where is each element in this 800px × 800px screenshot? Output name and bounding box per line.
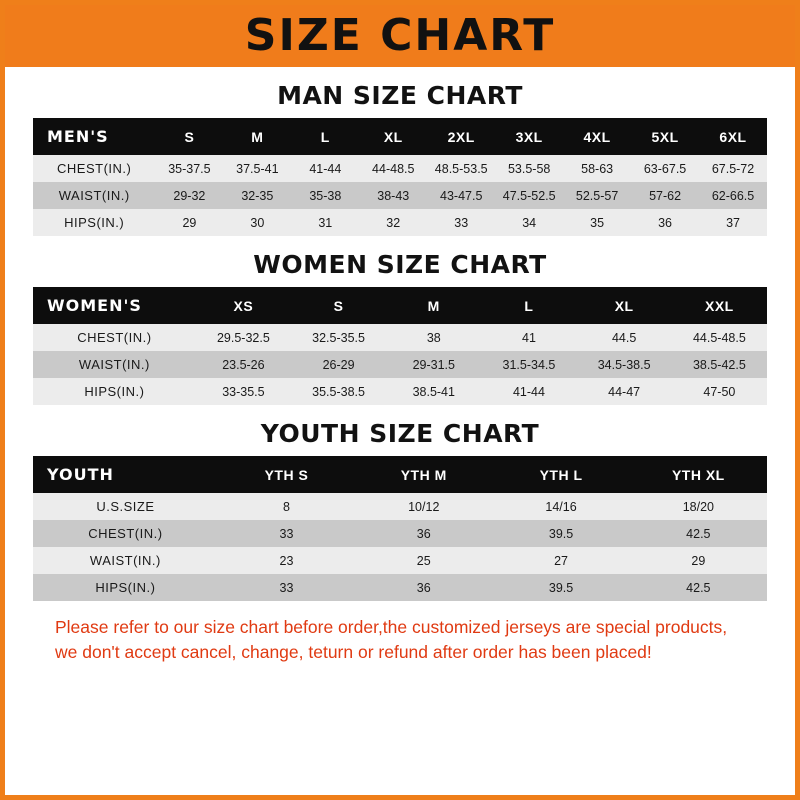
table-cell: 35 (563, 209, 631, 236)
table-cell: 48.5-53.5 (427, 155, 495, 182)
table-cell: 42.5 (630, 520, 767, 547)
table-cell: 36 (355, 520, 492, 547)
table-cell: 31 (291, 209, 359, 236)
table-cell: 44.5-48.5 (672, 324, 767, 351)
column-header: L (481, 287, 576, 324)
table-cell: 44-48.5 (359, 155, 427, 182)
table-row (33, 324, 767, 351)
table-cell: 39.5 (492, 520, 629, 547)
row-header: WAIST(IN.) (33, 182, 155, 209)
table-cell: 39.5 (492, 574, 629, 601)
column-header: WOMEN'S (33, 287, 196, 324)
table-cell: 41-44 (291, 155, 359, 182)
content (5, 81, 795, 666)
column-header: 3XL (495, 118, 563, 155)
column-header: S (155, 118, 223, 155)
table-cell: 38 (386, 324, 481, 351)
table-head (33, 118, 767, 155)
table-row (33, 182, 767, 209)
row-header: WAIST(IN.) (33, 547, 218, 574)
column-header: YTH M (355, 456, 492, 493)
table-cell: 32-35 (223, 182, 291, 209)
table-header-row (33, 118, 767, 155)
row-header: CHEST(IN.) (33, 324, 196, 351)
table-cell: 33 (427, 209, 495, 236)
column-header: 6XL (699, 118, 767, 155)
column-header: MEN'S (33, 118, 155, 155)
table-cell: 57-62 (631, 182, 699, 209)
page-title: SIZE CHART (244, 10, 556, 61)
table-cell: 38.5-42.5 (672, 351, 767, 378)
table-row (33, 547, 767, 574)
table-cell: 31.5-34.5 (481, 351, 576, 378)
column-header: L (291, 118, 359, 155)
table-cell: 34.5-38.5 (577, 351, 672, 378)
table-cell: 63-67.5 (631, 155, 699, 182)
table-cell: 47-50 (672, 378, 767, 405)
table-cell: 44-47 (577, 378, 672, 405)
table-head (33, 456, 767, 493)
table-cell: 32 (359, 209, 427, 236)
row-header: U.S.SIZE (33, 493, 218, 520)
table-cell: 23.5-26 (196, 351, 291, 378)
table-cell: 30 (223, 209, 291, 236)
table-cell: 44.5 (577, 324, 672, 351)
row-header: HIPS(IN.) (33, 574, 218, 601)
column-header: M (386, 287, 481, 324)
table-head (33, 287, 767, 324)
table-cell: 67.5-72 (699, 155, 767, 182)
man-size-chart-title: MAN SIZE CHART (277, 81, 523, 110)
table-cell: 34 (495, 209, 563, 236)
column-header: XL (577, 287, 672, 324)
column-header: XXL (672, 287, 767, 324)
women-size-chart-table (33, 287, 767, 405)
table-row (33, 574, 767, 601)
table-row (33, 378, 767, 405)
column-header: YTH L (492, 456, 629, 493)
table-cell: 33-35.5 (196, 378, 291, 405)
table-cell: 33 (218, 520, 355, 547)
youth-size-chart-title: YOUTH SIZE CHART (260, 419, 540, 448)
table-cell: 27 (492, 547, 629, 574)
table-cell: 8 (218, 493, 355, 520)
table-cell: 23 (218, 547, 355, 574)
man-size-chart-section (33, 81, 767, 236)
table-cell: 37 (699, 209, 767, 236)
table-row (33, 209, 767, 236)
table-row (33, 351, 767, 378)
table-cell: 47.5-52.5 (495, 182, 563, 209)
man-size-chart-table (33, 118, 767, 236)
table-cell: 29-31.5 (386, 351, 481, 378)
table-body (33, 324, 767, 405)
table-cell: 10/12 (355, 493, 492, 520)
order-policy-note (55, 615, 745, 666)
table-cell: 52.5-57 (563, 182, 631, 209)
table-cell: 58-63 (563, 155, 631, 182)
row-header: HIPS(IN.) (33, 209, 155, 236)
table-cell: 29.5-32.5 (196, 324, 291, 351)
table-cell: 25 (355, 547, 492, 574)
table-header-row (33, 456, 767, 493)
table-cell: 14/16 (492, 493, 629, 520)
table-cell: 26-29 (291, 351, 386, 378)
women-size-chart-section (33, 250, 767, 405)
table-cell: 42.5 (630, 574, 767, 601)
table-cell: 53.5-58 (495, 155, 563, 182)
column-header: YOUTH (33, 456, 218, 493)
column-header: YTH S (218, 456, 355, 493)
youth-size-chart-section (33, 419, 767, 601)
table-cell: 35.5-38.5 (291, 378, 386, 405)
table-cell: 38.5-41 (386, 378, 481, 405)
table-cell: 41-44 (481, 378, 576, 405)
table-cell: 29 (630, 547, 767, 574)
column-header: XL (359, 118, 427, 155)
column-header: 4XL (563, 118, 631, 155)
table-body (33, 155, 767, 236)
table-cell: 32.5-35.5 (291, 324, 386, 351)
column-header: 5XL (631, 118, 699, 155)
column-header: XS (196, 287, 291, 324)
table-cell: 35-38 (291, 182, 359, 209)
column-header: M (223, 118, 291, 155)
women-size-chart-title: WOMEN SIZE CHART (253, 250, 547, 279)
table-cell: 35-37.5 (155, 155, 223, 182)
table-cell: 18/20 (630, 493, 767, 520)
column-header: YTH XL (630, 456, 767, 493)
youth-size-chart-table (33, 456, 767, 601)
table-header-row (33, 287, 767, 324)
table-cell: 36 (355, 574, 492, 601)
table-cell: 36 (631, 209, 699, 236)
column-header: 2XL (427, 118, 495, 155)
table-cell: 38-43 (359, 182, 427, 209)
note-line-2: we don't accept cancel, change, teturn or refund after order has been placed! (55, 642, 652, 663)
row-header: WAIST(IN.) (33, 351, 196, 378)
note-line-1: Please refer to our size chart before order,the customized jerseys are special products, (55, 617, 728, 637)
table-cell: 62-66.5 (699, 182, 767, 209)
table-cell: 43-47.5 (427, 182, 495, 209)
table-cell: 29-32 (155, 182, 223, 209)
row-header: CHEST(IN.) (33, 155, 155, 182)
row-header: HIPS(IN.) (33, 378, 196, 405)
table-row (33, 155, 767, 182)
table-row (33, 520, 767, 547)
table-body (33, 493, 767, 601)
table-cell: 41 (481, 324, 576, 351)
table-cell: 37.5-41 (223, 155, 291, 182)
row-header: CHEST(IN.) (33, 520, 218, 547)
table-cell: 33 (218, 574, 355, 601)
table-row (33, 493, 767, 520)
column-header: S (291, 287, 386, 324)
banner (5, 5, 795, 67)
table-cell: 29 (155, 209, 223, 236)
